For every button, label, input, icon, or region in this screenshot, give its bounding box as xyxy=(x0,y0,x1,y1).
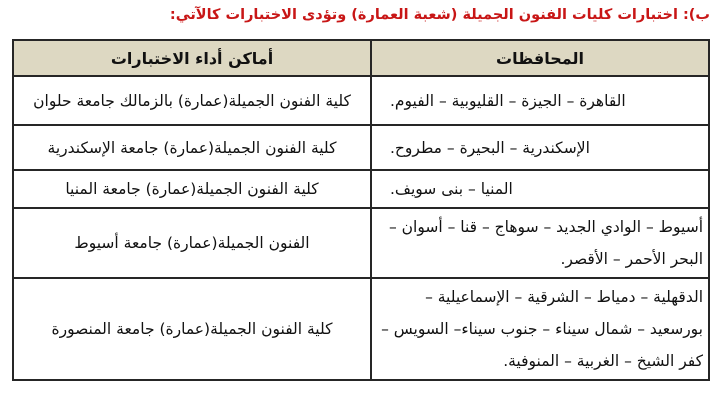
cell-exam-location: كلية الفنون الجميلة(عمارة) جامعة الإسكندرية xyxy=(13,125,371,170)
cell-governorates: الدقهلية – دمياط – الشرقية – الإسماعيلية – بورسعيد – شمال سيناء – جنوب سيناء– السويس –كفر الشيخ – الغربية – المنوفية. xyxy=(371,278,709,380)
table-header-row xyxy=(13,40,709,76)
cell-governorates: القاهرة – الجيزة – القليوبية – الفيوم. xyxy=(371,76,709,125)
header-cell-exam-locations: أماكن أداء الاختبارات xyxy=(13,40,371,76)
section-title: ب): اختبارات كليات الفنون الجميلة (شعبة العمارة) وتؤدى الاختبارات كالآتي: xyxy=(169,7,710,23)
header-cell-governorates: المحافظات xyxy=(371,40,709,76)
cell-governorates: المنيا – بنى سويف. xyxy=(371,170,709,208)
table-row xyxy=(13,208,709,278)
table-row xyxy=(13,170,709,208)
table-row xyxy=(13,125,709,170)
cell-exam-location: كلية الفنون الجميلة(عمارة) بالزمالك جامعة حلوان xyxy=(13,76,371,125)
cell-exam-location: كلية الفنون الجميلة(عمارة) جامعة المنصورة xyxy=(13,278,371,380)
cell-exam-location: الفنون الجميلة(عمارة) جامعة أسيوط xyxy=(13,208,371,278)
cell-governorates: الإسكندرية – البحيرة – مطروح. xyxy=(371,125,709,170)
table-row xyxy=(13,278,709,380)
cell-governorates: أسيوط – الوادي الجديد – سوهاج – قنا – أسوان – البحر الأحمر – الأقصر. xyxy=(371,208,709,278)
table-row xyxy=(13,76,709,125)
exam-locations-table xyxy=(12,39,710,381)
cell-exam-location: كلية الفنون الجميلة(عمارة) جامعة المنيا xyxy=(13,170,371,208)
